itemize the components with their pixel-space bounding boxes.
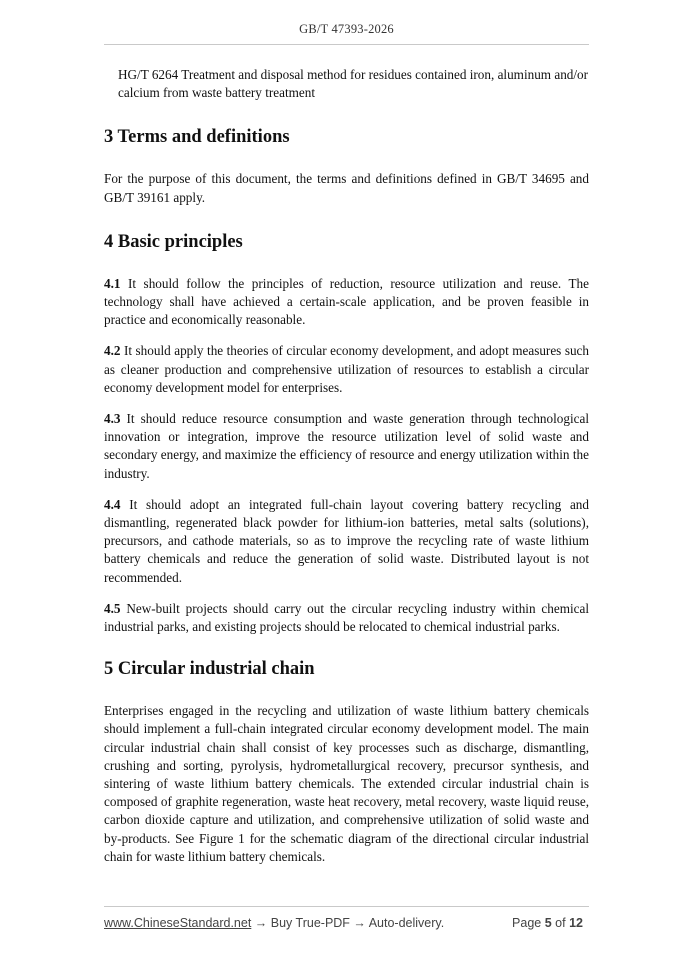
document-body [104, 66, 589, 879]
clause-4-5 [104, 600, 589, 636]
clause-text: It should apply the theories of circular economy development, and adopt measures such as cleaner production and comprehensive utilization of resources to establish a circular economy development model for enterprises. [104, 343, 589, 395]
clause-text: It should follow the principles of reduction, resource utilization and reuse. The technology shall have achieved a certain-scale application, and be proven feasible in practice and economically reasonable. [104, 275, 589, 328]
section-5-heading: 5 Circular industrial chain [104, 659, 315, 680]
promo-text: → Buy True-PDF → Auto-delivery. [251, 916, 445, 930]
section-3-heading: 3 Terms and definitions [104, 127, 290, 148]
current-page-number: 5 [544, 916, 552, 930]
clause-number: 4.4 [104, 496, 121, 512]
section-4-heading: 4 Basic principles [104, 231, 243, 252]
clause-4-2 [104, 342, 589, 397]
of-word: of [555, 916, 566, 930]
clause-number: 4.2 [104, 343, 121, 359]
page-indicator [512, 916, 583, 930]
section-3-body: For the purpose of this document, the terms and definitions defined in GB/T 34695 and GB/T 39161 apply. [104, 171, 589, 205]
clause-4-3 [104, 410, 589, 483]
clause-number: 4.1 [104, 275, 121, 291]
total-page-number: 12 [569, 916, 583, 930]
clause-text: New-built projects should carry out the circular recycling industry within chemical industrial parks, and existing projects should be relocated to chemical industrial parks. [104, 600, 589, 635]
footer-promo [104, 916, 444, 930]
clause-4-4 [104, 496, 589, 587]
header-divider [104, 44, 589, 45]
clause-number: 4.5 [104, 600, 121, 616]
clause-number: 4.3 [104, 411, 121, 427]
site-link[interactable]: www.ChineseStandard.net [104, 916, 252, 930]
section-5-body: Enterprises engaged in the recycling and utilization of waste lithium battery chemicals should implement a full-chain integrated circular economy development model. The main circular industrial chain shall consist of key processes such as discharge, dismantling, crushing and sorting, pyrolysis, hydrometallurgical recovery, precursor synthesis, and sintering of waste lithium battery chemicals. The extended circular industrial chain is composed of graphite regeneration, waste heat recovery, metal recovery, waste liquid reuse, carbon dioxide capture and utilization, and comprehensive utilization of solid waste and by-products. See Figure 1 for the schematic diagram of the directional circular industrial chain for waste lithium battery chemicals. [104, 703, 589, 864]
normative-reference-item: HG/T 6264 Treatment and disposal method for residues contained iron, aluminum and/or calcium from waste battery treatment [118, 67, 589, 101]
clause-text: It should reduce resource consumption and waste generation through technological innovation or integration, improve the resource utilization level of solid waste and secondary energy, and maximize the efficiency of resource and energy utilization within the industry. [104, 411, 589, 481]
footer-divider [104, 906, 589, 907]
page-word: Page [512, 916, 542, 930]
page-header-standard-code: GB/T 47393-2026 [299, 22, 394, 36]
clause-4-1 [104, 275, 589, 330]
clause-text: It should adopt an integrated full-chain layout covering battery recycling and dismantling, regenerated black powder for lithium-ion batteries, metal salts (solutions), precursors, and cathode materials, so as to improve the recycling rate of waste lithium battery chemicals and reduce the generation of solid waste. Distributed layout is not recommended. [104, 496, 589, 585]
